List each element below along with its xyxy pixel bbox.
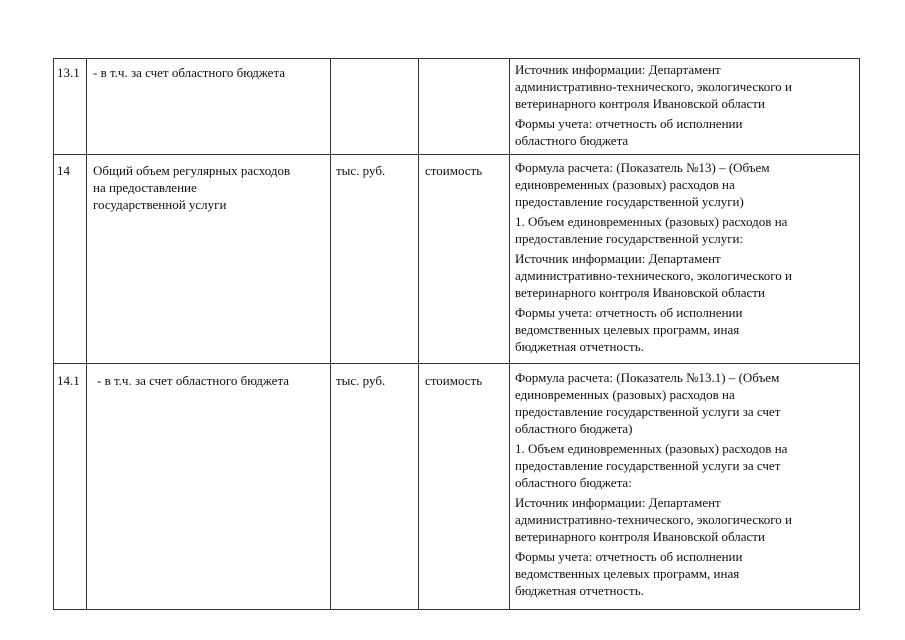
- row-number: 14.1: [57, 373, 80, 388]
- row-divider: [53, 363, 860, 364]
- description-paragraph: Формула расчета: (Показатель №13) – (Объем единовременных (разовых) расходов на предоставление государственной услуги): [515, 160, 770, 209]
- column-divider: [330, 58, 331, 610]
- description-paragraph: Источник информации: Департамент административно-технического, экологического и ветеринарного контроля Ивановской области: [515, 495, 792, 544]
- description-paragraph: Формы учета: отчетность об исполнении ведомственных целевых программ, иная бюджетная отчетность.: [515, 549, 743, 598]
- description-paragraph: Источник информации: Департамент административно-технического, экологического и ветеринарного контроля Ивановской области: [515, 62, 792, 111]
- description-paragraph: 1. Объем единовременных (разовых) расходов на предоставление государственной услуги за счет областного бюджета:: [515, 441, 788, 490]
- description-cell: [515, 159, 792, 358]
- indicator-name: Общий объем регулярных расходов на предоставление государственной услуги: [93, 163, 291, 212]
- indicator-name: - в т.ч. за счет областного бюджета: [97, 373, 290, 388]
- table-border-left: [53, 58, 54, 610]
- column-divider: [86, 58, 87, 610]
- table-border-bottom: [53, 609, 860, 610]
- unit-of-measure: тыс. руб.: [336, 373, 386, 388]
- indicator-type: стоимость: [425, 163, 483, 178]
- description-paragraph: Формула расчета: (Показатель №13.1) – (Объем единовременных (разовых) расходов на предоставление государственной услуги за счет областного бюджета): [515, 370, 781, 436]
- unit-of-measure: тыс. руб.: [336, 163, 386, 178]
- table-border-top: [53, 58, 860, 59]
- indicator-name: - в т.ч. за счет областного бюджета: [93, 65, 286, 80]
- row-number: 14: [57, 163, 70, 178]
- description-paragraph: Формы учета: отчетность об исполнении ведомственных целевых программ, иная бюджетная отчетность.: [515, 305, 743, 354]
- row-divider: [53, 154, 860, 155]
- column-divider: [509, 58, 510, 610]
- description-paragraph: 1. Объем единовременных (разовых) расходов на предоставление государственной услуги:: [515, 214, 788, 246]
- row-number: 13.1: [57, 65, 80, 80]
- indicator-table: [53, 58, 860, 610]
- column-divider: [418, 58, 419, 610]
- description-cell: [515, 369, 792, 602]
- description-paragraph: Источник информации: Департамент административно-технического, экологического и ветеринарного контроля Ивановской области: [515, 251, 792, 300]
- indicator-type: стоимость: [425, 373, 483, 388]
- description-cell: [515, 61, 792, 152]
- description-paragraph: Формы учета: отчетность об исполнении областного бюджета: [515, 116, 743, 148]
- table-border-right: [859, 58, 860, 610]
